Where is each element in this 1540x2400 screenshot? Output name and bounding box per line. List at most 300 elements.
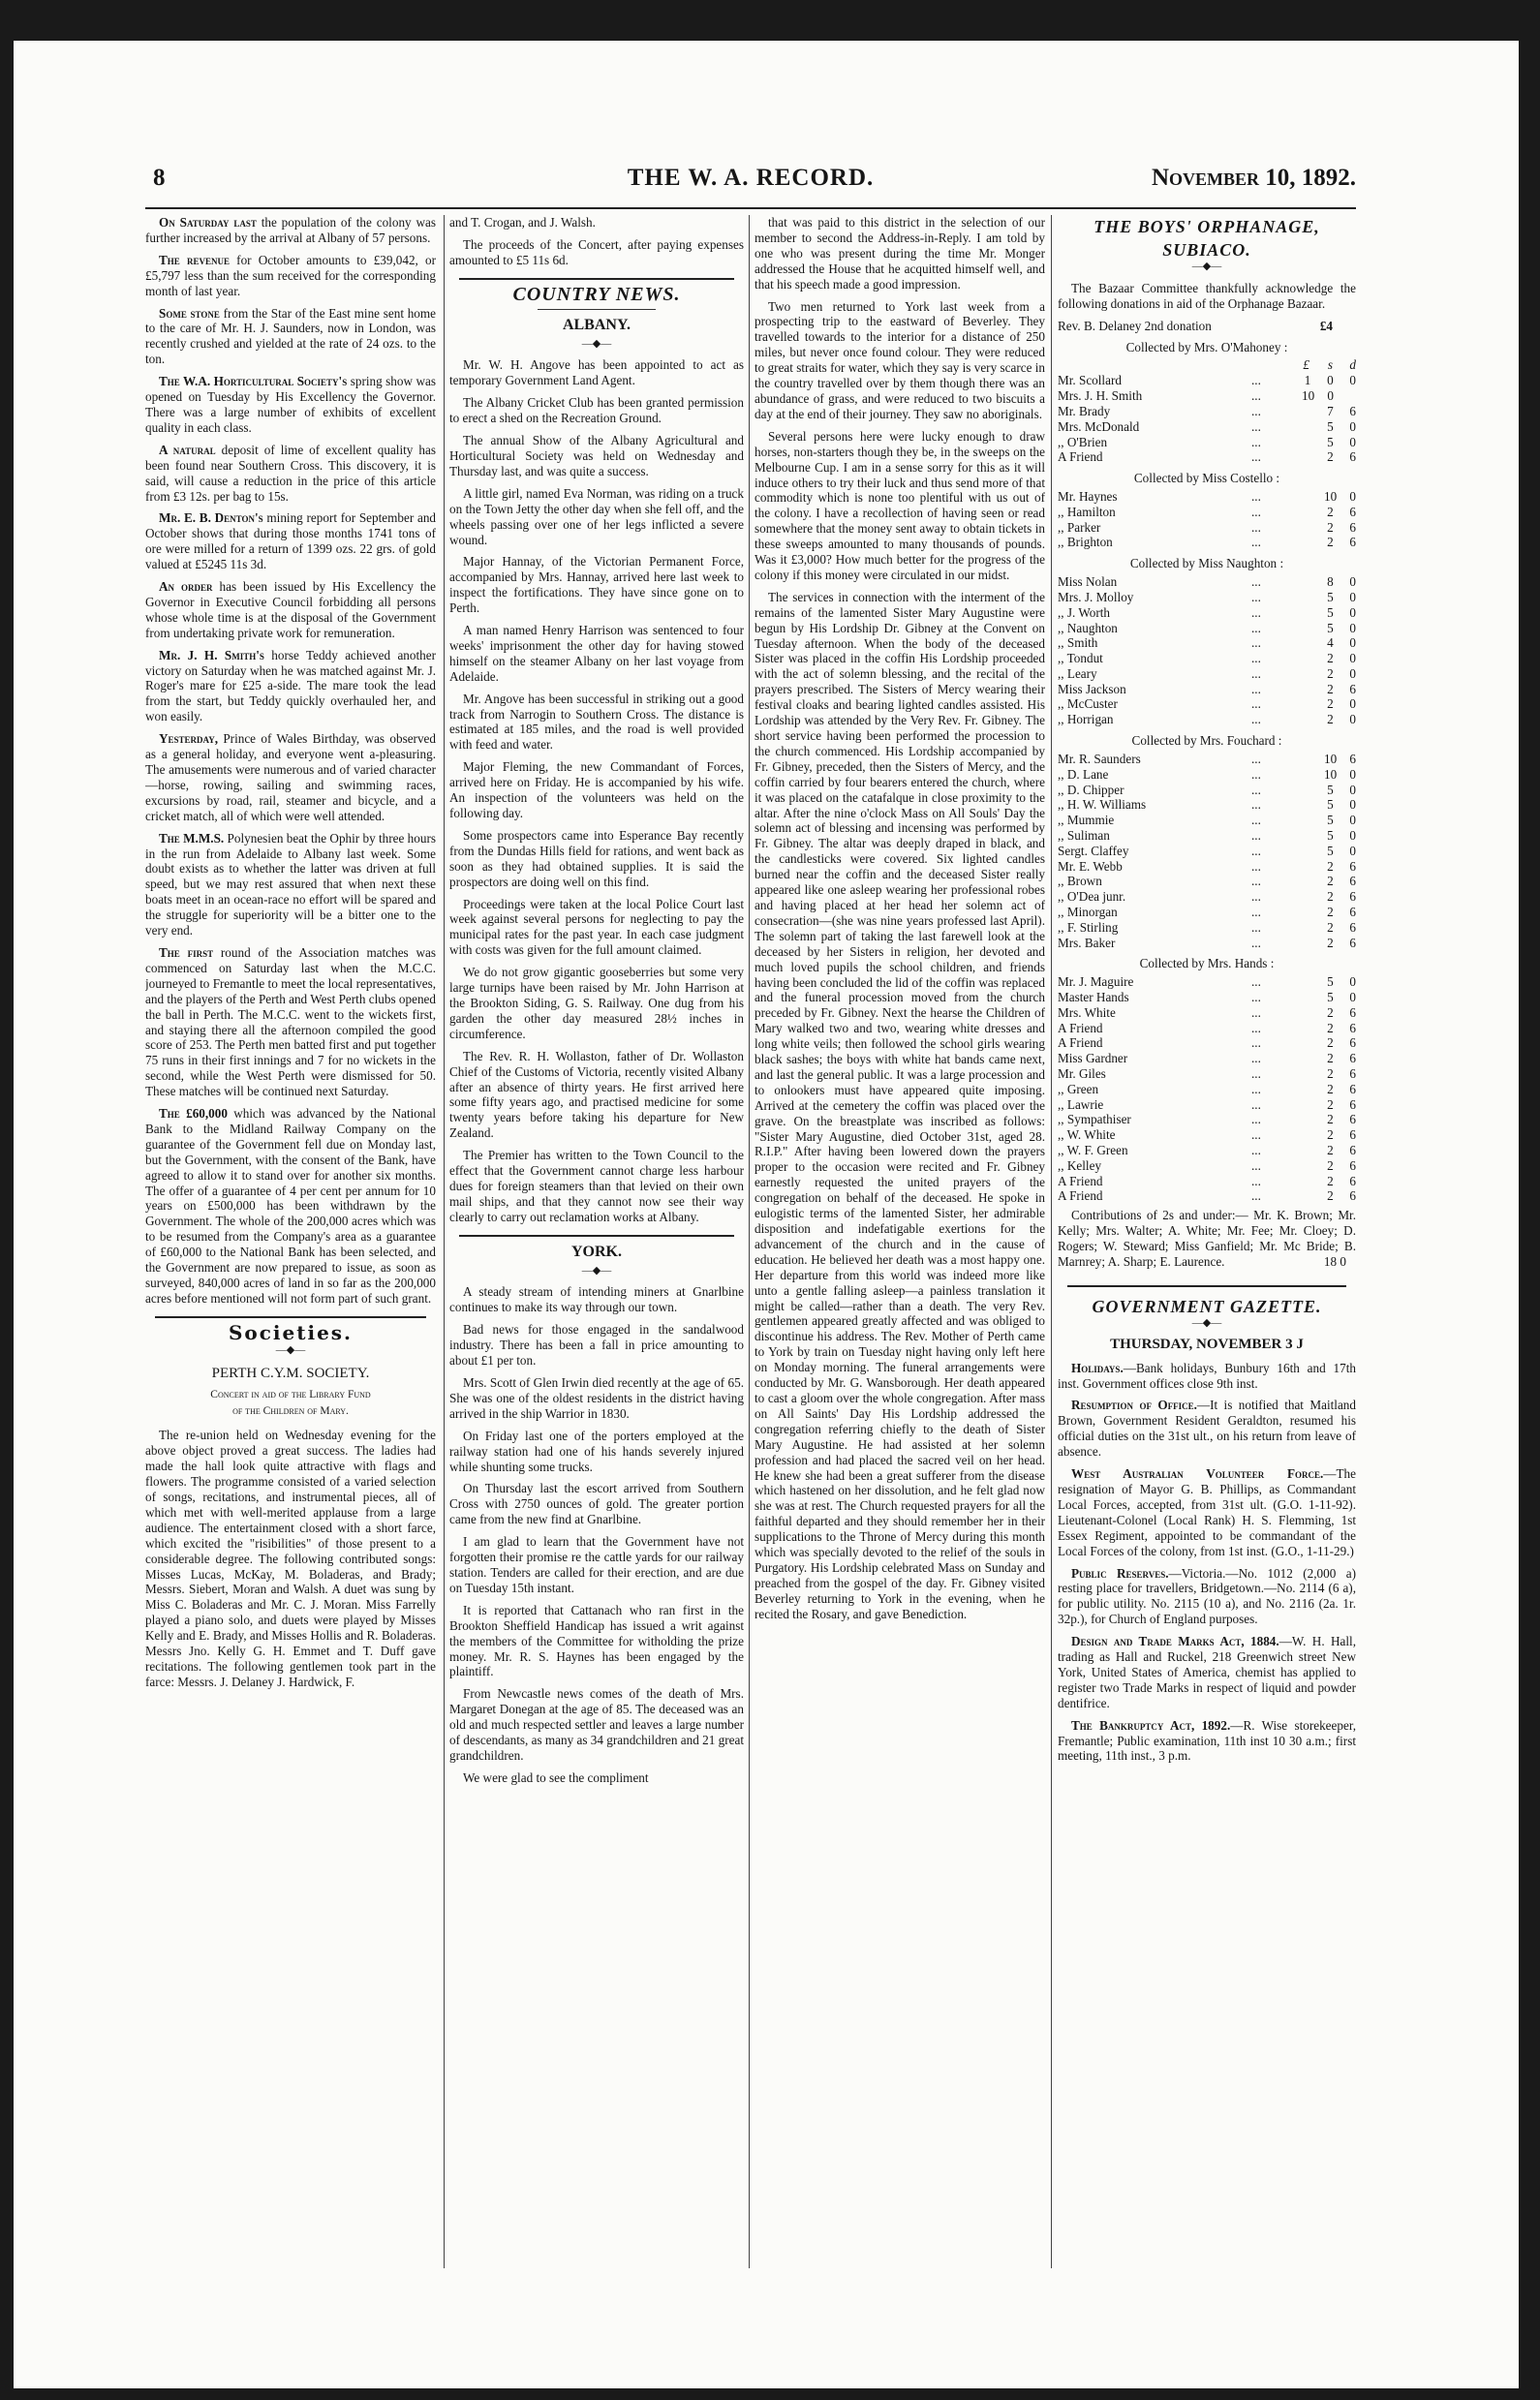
- donation-amount: [1302, 1143, 1356, 1158]
- section-rule: [459, 1235, 734, 1237]
- news-brief: [145, 510, 436, 572]
- brief-lead: The first: [159, 944, 214, 960]
- pence: 6: [1349, 751, 1356, 766]
- shillings: 2: [1327, 1051, 1334, 1066]
- brief-text: from the Star of the East mine sent home to the care of Mr. H. J. Saunders, now in London, was recently crushed and yielded at the rate of 24 ozs. to the ton.: [145, 305, 436, 367]
- donation-amount: [1302, 1158, 1356, 1174]
- section-rule: [1067, 1285, 1346, 1287]
- pounds: [1302, 1112, 1310, 1127]
- pence: 6: [1349, 449, 1356, 465]
- gazette-date: THURSDAY, NOVEMBER 3 J: [1110, 1336, 1304, 1352]
- pounds: [1302, 505, 1310, 520]
- pence: 6: [1349, 1188, 1356, 1204]
- leader-dots: ...: [1251, 990, 1261, 1005]
- pence: 0: [1349, 434, 1356, 449]
- donation-row: [1058, 1174, 1356, 1189]
- brief-lead: Yesterday,: [159, 731, 219, 747]
- york-item: On Thursday last the escort arrived from Southern Cross with 2750 ounces of gold. The greater portion came from the new find at Gnarlbine.: [449, 1481, 744, 1527]
- donor-name: ,, W. F. Green: [1058, 1143, 1128, 1158]
- pounds: [1302, 651, 1310, 666]
- donation-row: [1058, 696, 1356, 712]
- donor-name: Mr. Haynes: [1058, 489, 1118, 505]
- donor-name: Mr. Brady: [1058, 403, 1111, 418]
- pence: 6: [1349, 1081, 1356, 1096]
- donation-amount: [1302, 874, 1356, 889]
- notice-lead: Resumption of Office.: [1071, 1398, 1197, 1413]
- donation-amount: [1302, 651, 1356, 666]
- pence: 6: [1349, 858, 1356, 874]
- donation-row: [1058, 874, 1356, 889]
- york-item: Bad news for those engaged in the sandalwood industry. There has been a fall in price amounting to about £1 per ton.: [449, 1322, 744, 1369]
- column-rule: [444, 215, 445, 2268]
- donor-name: ,, Leary: [1058, 665, 1097, 681]
- collector-header: Collected by Mrs. Hands :: [1139, 956, 1275, 971]
- donor-name: Miss Nolan: [1058, 574, 1118, 590]
- news-brief: [145, 579, 436, 641]
- pounds: [1302, 712, 1310, 727]
- shillings: 2: [1327, 665, 1334, 681]
- pounds: [1302, 666, 1310, 682]
- donation-row: [1058, 844, 1356, 859]
- ornament: —◆—: [1191, 261, 1222, 272]
- orphanage-subheading: SUBIACO.: [1162, 240, 1251, 260]
- donation-amount: [1302, 388, 1356, 404]
- donation-groups: [1058, 340, 1356, 1205]
- collector-header: Collected by Mrs. O'Mahoney :: [1125, 339, 1288, 354]
- donation-amount: [1302, 435, 1356, 450]
- donation-row: [1058, 974, 1356, 990]
- donor-name: ,, Kelley: [1058, 1157, 1102, 1173]
- small-contributions: [1058, 1208, 1356, 1270]
- brief-lead: The £60,000: [159, 1106, 228, 1122]
- brief-text: the population of the colony was further increased by the arrival at Albany of 57 persons.: [145, 215, 436, 245]
- donation-amount: [1302, 1112, 1356, 1127]
- news-brief: [145, 945, 436, 1099]
- pence: 6: [1349, 1157, 1356, 1173]
- pounds: [1302, 1143, 1310, 1158]
- leader-dots: ...: [1251, 635, 1261, 651]
- pence: 0: [1349, 843, 1356, 858]
- pence: 0: [1349, 797, 1356, 813]
- york-item: From Newcastle news comes of the death of Mrs. Margaret Donegan at the age of 85. The deceased was an old and much respected settler and leaves a large number of descendants, as many as 34 grandchildren and 21 great grandchildren.: [449, 1686, 744, 1763]
- notice-lead: West Australian Volunteer Force.: [1071, 1466, 1324, 1482]
- donation-amount: [1302, 905, 1356, 920]
- donation-amount: [1302, 696, 1356, 712]
- pence: 6: [1349, 1112, 1356, 1127]
- donation-row: [1058, 635, 1356, 651]
- leader-dots: ...: [1251, 535, 1261, 550]
- societies-heading: Societies.: [228, 1320, 354, 1344]
- pounds: [1302, 813, 1310, 828]
- leader-dots: ...: [1251, 813, 1261, 828]
- albany-item: Major Hannay, of the Victorian Permanent Force, accompanied by Mrs. Hannay, arrived here last week to inspect the fortifications. They have since gone on to Perth.: [449, 554, 744, 616]
- albany-item: Major Fleming, the new Commandant of Forces, arrived here on Friday. He is accompanied by his wife. An inspection of the volunteers was held on the following day.: [449, 759, 744, 820]
- pence: 6: [1349, 535, 1356, 550]
- shillings: 8: [1327, 574, 1334, 590]
- donor-name: ,, McCuster: [1058, 696, 1118, 712]
- pounds: [1302, 990, 1310, 1005]
- gazette-notice: [1058, 1466, 1356, 1558]
- shillings: 2: [1327, 1143, 1334, 1158]
- york-item: A steady stream of intending miners at Gnarlbine continues to make its way through our town.: [449, 1284, 744, 1315]
- pounds: [1302, 905, 1310, 920]
- shillings: 2: [1327, 504, 1334, 519]
- shillings: 10: [1324, 489, 1338, 505]
- donor-name: Miss Jackson: [1058, 681, 1126, 696]
- leader-dots: ...: [1251, 574, 1261, 590]
- leader-dots: ...: [1251, 919, 1261, 935]
- donation-row: [1058, 1035, 1356, 1051]
- donor-name: Mr. Giles: [1058, 1066, 1106, 1082]
- brief-lead: The revenue: [159, 252, 230, 267]
- donation-row: [1058, 621, 1356, 636]
- shillings: 2: [1327, 1020, 1334, 1035]
- shillings: 5: [1327, 620, 1334, 635]
- brief-lead: An order: [159, 579, 213, 595]
- donation-amount: [1302, 767, 1356, 783]
- donor-name: ,, Brown: [1058, 874, 1102, 889]
- news-briefs: [145, 215, 436, 1307]
- pence: 0: [1349, 589, 1356, 604]
- shillings: 2: [1327, 696, 1334, 712]
- shillings: 5: [1327, 797, 1334, 813]
- pounds: [1302, 874, 1310, 889]
- pence: 0: [1349, 766, 1356, 782]
- leader-dots: ...: [1251, 1020, 1261, 1035]
- leader-dots: ...: [1251, 782, 1261, 797]
- pence: 0: [1349, 620, 1356, 635]
- donation-row: [1058, 990, 1356, 1005]
- pounds: [1302, 1021, 1310, 1036]
- small-contributions-text: Contributions of 2s and under:— Mr. K. Brown; Mr. Kelly; Mrs. Walter; A. White; Mr. Fee; Mr. Cloey; D. Rogers; W. Steward; Miss Ganfield; Mr. Mc Bride; B. Marnrey; A. Sharp; E. Laurence.: [1058, 1208, 1356, 1269]
- shillings: 2: [1327, 1066, 1334, 1082]
- ornament: —◆—: [1191, 1316, 1222, 1329]
- donation-amount: [1302, 752, 1356, 767]
- leader-dots: ...: [1251, 589, 1261, 604]
- pounds: [1302, 404, 1310, 419]
- pounds: [1302, 936, 1310, 951]
- donation-row: [1058, 1021, 1356, 1036]
- notice-text: —Victoria.—No. 1012 (2,000 a) resting place for travellers, Bridgetown.—No. 2114 (6 a), for public utility. No. 2115 (10 a), and No. 2116 (2a. 1r. 32p.), for Church of England purposes.: [1058, 1565, 1356, 1627]
- donation-amount: £4: [1319, 318, 1333, 333]
- leader-dots: ...: [1251, 418, 1261, 434]
- pounds: [1302, 920, 1310, 936]
- leader-dots: ...: [1251, 449, 1261, 465]
- pence: 0: [1349, 782, 1356, 797]
- brief-text: has been issued by His Excellency the Governor in Executive Council forbidding all persons whose whole time is at the disposal of the Government from undertaking private work for remuneration.: [145, 579, 436, 640]
- donor-name: Mrs. White: [1058, 1004, 1116, 1020]
- donation-row: [1058, 404, 1356, 419]
- pounds: [1302, 621, 1310, 636]
- pounds: [1302, 1051, 1310, 1066]
- donation-amount: [1302, 449, 1356, 465]
- gazette-notice: [1058, 1718, 1356, 1765]
- shillings: 2: [1327, 1096, 1334, 1112]
- brief-text: Prince of Wales Birthday, was observed as a general holiday, and everyone went a-pleasuring. The amusements were numerous and of varied character—horse, rowing, sailing and swimming races, excursions by road, rail, steamer and bicycle, and a cricket match, all of which were well attended.: [145, 731, 436, 823]
- donor-name: ,, Naughton: [1058, 620, 1118, 635]
- shillings: 2: [1327, 1035, 1334, 1051]
- donation-amount: [1302, 813, 1356, 828]
- donation-row: [1058, 682, 1356, 697]
- brief-text: round of the Association matches was commenced on Saturday last when the M.C.C. journeyed to Fremantle to meet the local representatives, and the players of the Perth and West Perth clubs opened the ball in Perth. The M.C.C. went to the wickets first, and staying there all the afternoon compiled the good score of 253. The Perth men batted first and put together 75 runs in their first innings and 7 for no wickets in the second, while the West Perth were dismissed for 50. These matches will be continued next Saturday.: [145, 944, 436, 1099]
- donation-amount: [1302, 889, 1356, 905]
- donor-name: ,, O'Dea junr.: [1058, 889, 1126, 905]
- albany-item: We do not grow gigantic gooseberries but some very large turnips have been raised by Mr. John Harrison at the Brookton Siding, G. S. Railway. One dug from his garden the other day measured 28½ inches in circumference.: [449, 965, 744, 1041]
- donation-row: [1058, 373, 1356, 388]
- brief-text: Polynesien beat the Ophir by three hours in the run from Adelaide to Albany last week. Some doubt exists as to whether the latter was driven at full speed, but we may rest assured that when next these boats meet in an ocean-race no effort will be spared and the struggle for superiority will be a bitter one to the very end.: [145, 830, 436, 938]
- donation-amount: [1302, 1097, 1356, 1113]
- news-brief: [145, 831, 436, 938]
- country-news-heading: COUNTRY NEWS.: [512, 283, 681, 305]
- shillings: 5: [1327, 843, 1334, 858]
- donor-name: Mrs. J. H. Smith: [1058, 388, 1143, 404]
- leader-dots: ...: [1251, 1035, 1261, 1051]
- shillings: 4: [1327, 635, 1334, 651]
- donor-name: ,, Lawrie: [1058, 1096, 1104, 1112]
- pounds: [1302, 752, 1310, 767]
- concert-subheading: Concert in aid of the Library Fund: [210, 1388, 371, 1400]
- pence: 0: [1349, 651, 1356, 666]
- york-item: Mrs. Scott of Glen Irwin died recently at the age of 65. She was one of the oldest residents in the district having arrived in the ship Warrior in 1830.: [449, 1375, 744, 1421]
- pence: 6: [1349, 1051, 1356, 1066]
- pounds: [1302, 783, 1310, 798]
- leader-dots: ...: [1251, 434, 1261, 449]
- leader-dots: ...: [1251, 604, 1261, 620]
- albany-item: Mr. W. H. Angove has been appointed to act as temporary Government Land Agent.: [449, 357, 744, 388]
- donor-name: Mrs. McDonald: [1058, 418, 1140, 434]
- donation-amount: [1302, 859, 1356, 875]
- albany-heading: ALBANY.: [562, 316, 631, 333]
- donation-amount: [1302, 621, 1356, 636]
- pence: [1347, 388, 1356, 404]
- donation-row: [1058, 435, 1356, 450]
- pence: 6: [1349, 519, 1356, 535]
- leader-dots: ...: [1251, 712, 1261, 727]
- heading-rule: [538, 309, 656, 310]
- donation-row: [1058, 388, 1356, 404]
- albany-item: A man named Henry Harrison was sentenced to four weeks' imprisonment the other day for having stowed himself on the steamer Albany on her last voyage from Adelaide.: [449, 623, 744, 684]
- leader-dots: ...: [1251, 904, 1261, 919]
- donation-row: [1058, 319, 1356, 334]
- pence: 0: [1349, 604, 1356, 620]
- donation-row: [1058, 1158, 1356, 1174]
- donor-name: ,, Tondut: [1058, 651, 1103, 666]
- york-item: The services in connection with the interment of the remains of the lamented Sister Mary Augustine were begun by His Lordship Dr. Gibney at the Convent on Tuesday afternoon. When the body of the deceased Sister was placed in the coffin His Lordship proceeded with the act of solemn blessing, and the recital of the prayers prescribed. The Sisters of Mercy wearing their festival cloaks and bearing lighted candles assisted. His Lordship was attended by the Very Rev. Fr. Gibney. The short service having been performed the procession to the church commenced. His Lordship accompanied by Fr. Gibney, preceded, then the Sisters of Mercy, and the coffin carried by four bearers entered the church, where it was placed on the catafalque in close proximity to the altar. After the nine o'clock Mass on All Souls' Day the solemn act of blessing and incensing was performed by Fr. Gibney. The altar was deeply draped in black, and the candlesticks were covered. Six lighted candles burned near the coffin and the deceased Sister really appeared like one asleep wearing her professional robes and having placed at her head her solemn act of consecration—(she was nine years professed last April). The solemn part of taking the last farewell look at the deceased by her Sisters in religion, her devoted and much loved pupils the school children, and friends having been concluded the lid of the coffin was replaced and the funeral procession moved from the church preceded by Fr. Gibney. Next the hearse the Children of Mary walked two and two, wearing white dresses and long white veils; then followed the school girls wearing black sashes; the boys with white hat bands came next, and last the general public. It was a large procession and to onlookers must have appeared quite imposing. Arrived at the cemetery the coffin was placed over the grave. On the breastplate was inscribed as follows: "Sister Mary Augustine, died October 31st, aged 28. R.I.P." After having been lowered down the prayers proper to the occasion were recited and Fr. Gibney earnestly requested the united prayers of the congregation on behalf of the deceased. He spoke in eulogistic terms of the lamented Sister, her admirable disposition and indefatigable exertions for the advancement of the church and in the cause of education. He believed her death was a most happy one. Her departure from this world was indeed more like unto a gentle falling asleep—a painless translation it might be called—rather than a death. The very Rev. gentlemen appeared greatly affected and was obliged to discontinue his address. The Rev. Mother of Perth came to York by train on Tuesday night having only left here on Monday morning. The funeral arrangements were conducted by Mr. G. Wansborough. Her death appeared to cast a gloom over the whole congregation. After mass on All Saints' Day His Lordship addressed the congregation referring chiefly to the death of Sister Mary Augustine. He had assisted at her solemn profession and had placed the sacred veil on her head. He knew she had been a great sufferer from the disease which hastened on her dissolution, and he felt glad now she was at rest. The Church requested prayers for all the faithful departed and they should remember her in their supplications to the Throne of Mercy during this month which was specially devoted to the relief of the souls in Purgatory. His Lordship celebrated Mass on Sunday and preached from the gospel of the day. Fr. Gibney visited Beverley returning to York in the evening, when he recited the Rosary, and gave Benediction.: [755, 589, 1045, 1621]
- york-news: [449, 1284, 744, 1785]
- pounds: [1302, 590, 1310, 605]
- leader-dots: ...: [1251, 373, 1261, 388]
- shillings: 7: [1327, 403, 1334, 418]
- leader-dots: ...: [1251, 1112, 1261, 1127]
- pence: 6: [1349, 919, 1356, 935]
- notice-lead: Public Reserves.: [1071, 1565, 1169, 1581]
- pence: 0: [1349, 696, 1356, 712]
- albany-news: [449, 357, 744, 1224]
- donation-row: [1058, 1051, 1356, 1066]
- pounds: [1302, 1097, 1310, 1113]
- pounds: [1302, 574, 1310, 590]
- leader-dots: ...: [1251, 843, 1261, 858]
- leader-dots: ...: [1251, 874, 1261, 889]
- donation-row: [1058, 1066, 1356, 1082]
- ornament: —◆—: [275, 1343, 306, 1356]
- donation-row: [1058, 920, 1356, 936]
- donor-name: A Friend: [1058, 1035, 1103, 1051]
- shillings: 2: [1327, 935, 1334, 950]
- donor-name: ,, Mummie: [1058, 813, 1115, 828]
- donation-amount: [1302, 605, 1356, 621]
- donor-name: ,, F. Stirling: [1058, 919, 1119, 935]
- donation-row: [1058, 1188, 1356, 1204]
- donation-amount: [1302, 936, 1356, 951]
- leader-dots: ...: [1251, 1188, 1261, 1204]
- pence: 0: [1349, 990, 1356, 1005]
- column-rule: [1051, 215, 1052, 2268]
- pounds: [1302, 520, 1310, 536]
- pounds: [1302, 1005, 1310, 1021]
- donor-name: ,, Parker: [1058, 519, 1101, 535]
- donation-row: [1058, 752, 1356, 767]
- pence: 6: [1349, 1127, 1356, 1143]
- pounds: [1302, 435, 1310, 450]
- page-number: 8: [153, 165, 166, 191]
- pounds: [1302, 1082, 1310, 1097]
- small-contributions-total: 18 0: [1323, 1253, 1346, 1269]
- pence: 6: [1349, 935, 1356, 950]
- pounds: [1302, 1127, 1310, 1143]
- shillings: 2: [1327, 1127, 1334, 1143]
- donor-name: Mr. E. Webb: [1058, 858, 1123, 874]
- shillings: 2: [1327, 1081, 1334, 1096]
- donation-amount: [1302, 844, 1356, 859]
- donation-row: [1058, 797, 1356, 813]
- shillings: 2: [1327, 712, 1334, 727]
- donation-amount: [1302, 505, 1356, 520]
- donor-name: A Friend: [1058, 1173, 1103, 1188]
- donor-name: ,, Smith: [1058, 635, 1098, 651]
- donation-amount: [1302, 574, 1356, 590]
- collector-header: Collected by Mrs. Fouchard :: [1131, 733, 1282, 749]
- shillings: 5: [1327, 434, 1334, 449]
- pence: 6: [1349, 874, 1356, 889]
- donation-amount: [1302, 635, 1356, 651]
- pounds: 1: [1304, 373, 1311, 388]
- shillings: 0: [1327, 373, 1334, 388]
- leader-dots: ...: [1251, 1157, 1261, 1173]
- donor-name: A Friend: [1058, 449, 1103, 465]
- donation-amount: [1302, 920, 1356, 936]
- shillings: 5: [1327, 589, 1334, 604]
- news-brief: [145, 306, 436, 368]
- york-heading: YORK.: [571, 1243, 622, 1260]
- donation-row: [1058, 1127, 1356, 1143]
- pence: 0: [1349, 827, 1356, 843]
- notice-text: —The resignation of Mayor G. B. Phillips, as Commandant Local Forces, accepted, from 31st ult. (G.O. 1-11-92). Lieutenant-Colonel (Local Rank) H. S. Flemming, 1st Essex Regiment, appointed to be commandant of the Local Forces of the colony, from 1st inst. (G.O., 1-11-29.): [1058, 1466, 1356, 1558]
- pence: 0: [1349, 574, 1356, 590]
- pence: 6: [1349, 681, 1356, 696]
- pounds: [1302, 889, 1310, 905]
- donor-name: Rev. B. Delaney 2nd donation: [1058, 318, 1212, 333]
- pounds: 10: [1302, 388, 1315, 404]
- concert-proceeds: The proceeds of the Concert, after paying expenses amounted to £5 11s 6d.: [449, 236, 744, 267]
- donation-row: [1058, 574, 1356, 590]
- donation-row: [1058, 889, 1356, 905]
- pence: 0: [1349, 373, 1356, 388]
- leader-dots: ...: [1251, 489, 1261, 505]
- brief-lead: Some stone: [159, 305, 220, 321]
- news-brief: [145, 215, 436, 246]
- pounds: [1302, 635, 1310, 651]
- pence: 0: [1349, 489, 1356, 505]
- pence: 6: [1349, 1143, 1356, 1158]
- shillings: 5: [1327, 990, 1334, 1005]
- donor-name: ,, Minorgan: [1058, 904, 1118, 919]
- shillings: 5: [1327, 604, 1334, 620]
- shillings: 2: [1327, 1112, 1334, 1127]
- donation-row: [1058, 783, 1356, 798]
- leader-dots: ...: [1251, 403, 1261, 418]
- leader-dots: ...: [1251, 388, 1261, 404]
- york-item: It is reported that Cattanach who ran first in the Brookton Sheffield Handicap has issued a writ against the members of the Committee for witholding the prize money. Mr. R. S. Haynes has been engaged by the plaintiff.: [449, 1602, 744, 1679]
- donation-row: [1058, 590, 1356, 605]
- pence: 6: [1349, 1020, 1356, 1035]
- pence: 6: [1349, 403, 1356, 418]
- brief-text: horse Teddy achieved another victory on Saturday when he was matched against Mr. J. Roger's mare for £25 a-side. The mare took the lead from the start, but Teddy quickly overhauled her, and won easily.: [145, 647, 436, 724]
- concert-article: The re-union held on Wednesday evening for the above object proved a great success. The ladies had made the hall look quite attractive with flags and flowers. The programme consisted of a varied selection of songs, recitations, and instrumental pieces, all of which met with well-merited applause from a large audience. The entertainment closed with a short farce, which excited the "risibilities" of those present to a considerable degree. The following contributed songs: Misses Lucas, McKay, M. Boladeras, and Brady; Messrs. Siebert, Moran and Walsh. A duet was sung by Miss C. Boladeras and Mr. C. J. Moran. Miss Farrelly played a piano solo, and duets were played by Misses Kelly and E. Brady, and Misses Hollis and R. Boladeras. Messrs Jno. Kelly G. H. Emmet and T. Duff gave recitations. The following gentlemen took part in the farce: Messrs. J. Delaney J. Hardwick, F.: [145, 1428, 436, 1689]
- donation-row: [1058, 489, 1356, 505]
- donor-name: ,, J. Worth: [1058, 604, 1111, 620]
- pounds: [1302, 1066, 1310, 1082]
- york-item: I am glad to learn that the Government have not forgotten their promise re the cattle yards for our railway station. Tenders are called for their erection, and are due on Tuesday 15th instant.: [449, 1534, 744, 1595]
- notice-text: —W. H. Hall, trading as Hall and Ruckel, 218 Greenwich street New York, United States of America, chemist has applied to register two Trade Marks in respect of liquid and powder dentifrice.: [1058, 1634, 1356, 1710]
- donation-amount: [1302, 712, 1356, 727]
- shillings: 2: [1327, 1173, 1334, 1188]
- donor-name: A Friend: [1058, 1020, 1103, 1035]
- albany-item: Some prospectors came into Esperance Bay recently from the Dundas Hills field for rations, and went back as soon as they had obtained supplies. It is said the prospectors are doing well on this find.: [449, 827, 744, 889]
- notice-text: —It is notified that Maitland Brown, Government Resident Geraldton, resumed his official duties on the 31st ult., on his return from leave of absence.: [1058, 1398, 1356, 1460]
- shillings: 2: [1327, 651, 1334, 666]
- brief-text: spring show was opened on Tuesday by His Excellency the Governor. There was a large number of exhibits of excellent quality in each class.: [145, 374, 436, 435]
- pence: 6: [1349, 1173, 1356, 1188]
- shillings: 2: [1327, 449, 1334, 465]
- gazette-notice: [1058, 1398, 1356, 1460]
- gazette-notice: [1058, 1634, 1356, 1711]
- pounds: [1302, 489, 1310, 505]
- shillings: 10: [1324, 766, 1338, 782]
- donation-row: [1058, 936, 1356, 951]
- donation-amount: [1302, 1051, 1356, 1066]
- column-2: [449, 215, 744, 2268]
- york-item: Several persons here were lucky enough to draw horses, non-starters though they be, in the sweeps on the Melbourne Cup. I am in a sense sorry for this as it will induce others to try their luck and thus send more of that commodity which is none too plentiful with us out of the colony. I have a recollection of having seen or read somewhere that the money sent away to obtain tickets in these sweeps amounted to many thousands of pounds. Was it £3,000? How much better for the progress of the colony if this money were circulated in our midst.: [755, 428, 1045, 582]
- leader-dots: ...: [1251, 974, 1261, 990]
- lsd-label: s: [1327, 357, 1333, 373]
- brief-text: for October amounts to £39,042, or £5,797 less than the sum received for the corresponding month of last year.: [145, 252, 436, 298]
- donation-amount: [1302, 1035, 1356, 1051]
- lsd-header: [1058, 357, 1356, 373]
- york-item: that was paid to this district in the selection of our member to second the Address-in-Reply. I am told by one who was present during the time Mr. Monger addressed the House that he acquitted himself well, and that his speech made a good impression.: [755, 215, 1045, 292]
- shillings: 2: [1327, 1157, 1334, 1173]
- news-brief: [145, 1106, 436, 1307]
- pence: 0: [1349, 635, 1356, 651]
- donation-amount: [1302, 419, 1356, 435]
- albany-item: The Premier has written to the Town Council to the effect that the Government cannot charge less harbour dues for foreign steamers than that levied on their own mail ships, and that they cannot now see their way clearly to carry out reclamation works at Albany.: [449, 1148, 744, 1224]
- donor-name: ,, Hamilton: [1058, 504, 1116, 519]
- gazette-notice: [1058, 1361, 1356, 1392]
- pounds: [1302, 1158, 1310, 1174]
- albany-item: Proceedings were taken at the local Police Court last week against several persons for neglecting to pay the municipal rates for the past year. In each case judgment with costs was given for the full amount claimed.: [449, 896, 744, 958]
- leader-dots: ...: [1251, 1051, 1261, 1066]
- ornament: —◆—: [581, 1264, 612, 1277]
